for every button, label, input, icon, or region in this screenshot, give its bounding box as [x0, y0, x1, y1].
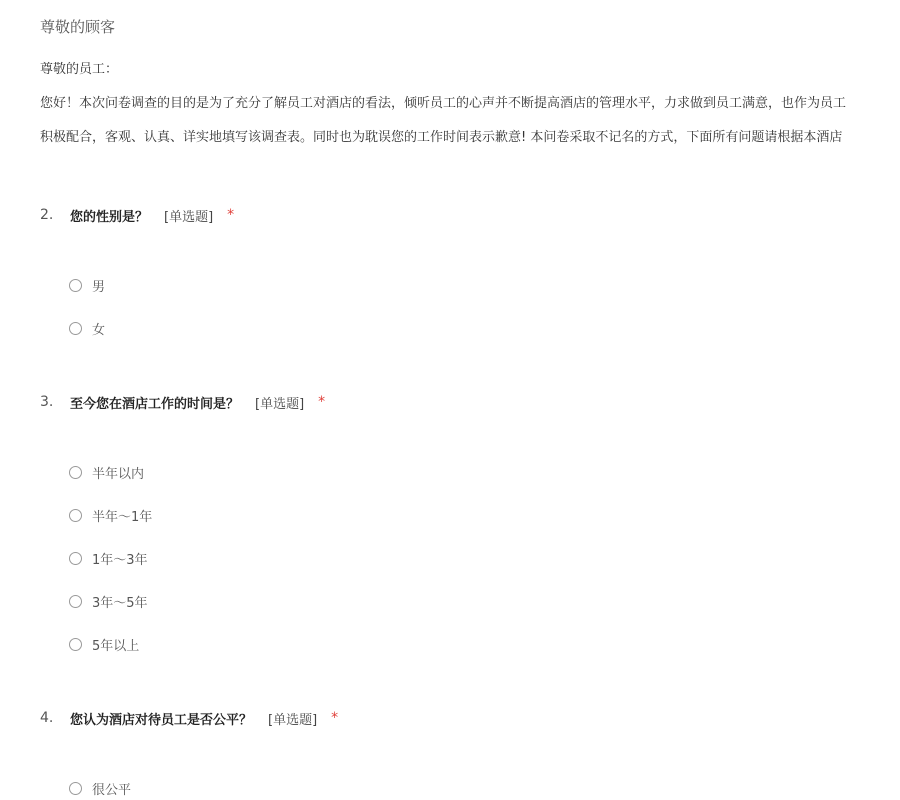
radio-button[interactable] [69, 509, 82, 522]
question-header [40, 205, 234, 225]
question-text: 至今您在酒店工作的时间是？ [70, 396, 240, 412]
question-header [40, 392, 325, 412]
radio-option-one-to-three-years[interactable] [69, 548, 148, 568]
radio-button[interactable] [69, 595, 82, 608]
radio-option-male[interactable] [69, 275, 105, 295]
option-label: 3年～5年 [92, 595, 148, 611]
radio-button[interactable] [69, 279, 82, 292]
question-header [40, 708, 338, 728]
intro-paragraph-line-2: 积极配合，客观、认真、详实地填写该调查表。同时也为耽误您的工作时间表示歉意! 本问卷采取不记名的方式，下面所有问题请根据本酒店 [40, 130, 843, 145]
section-title: 尊敬的顾客 [40, 18, 116, 36]
intro-greeting: 尊敬的员工： [40, 62, 119, 77]
option-label: 1年～3年 [92, 552, 148, 568]
radio-option-very-fair[interactable] [69, 778, 131, 798]
option-label: 男 [92, 279, 106, 295]
required-asterisk: * [331, 710, 339, 726]
question-number: 3. [40, 394, 54, 410]
question-text: 您的性别是？ [70, 209, 149, 225]
radio-option-three-to-five-years[interactable] [69, 591, 148, 611]
radio-option-under-half-year[interactable] [69, 462, 144, 482]
radio-button[interactable] [69, 638, 82, 651]
option-label: 女 [92, 322, 106, 338]
required-asterisk: * [318, 394, 326, 410]
radio-button[interactable] [69, 552, 82, 565]
intro-paragraph-line-1: 您好！本次问卷调查的目的是为了充分了解员工对酒店的看法，倾听员工的心声并不断提高酒店的管理水平，力求做到员工满意，也作为员工 [40, 96, 847, 111]
radio-button[interactable] [69, 322, 82, 335]
radio-option-half-to-one-year[interactable] [69, 505, 152, 525]
option-label: 很公平 [92, 782, 132, 798]
question-text: 您认为酒店对待员工是否公平？ [70, 712, 253, 728]
question-number: 4. [40, 710, 54, 726]
required-asterisk: * [227, 207, 235, 223]
radio-button[interactable] [69, 782, 82, 795]
radio-option-female[interactable] [69, 318, 105, 338]
option-label: 5年以上 [92, 638, 140, 654]
option-label: 半年～1年 [92, 509, 153, 525]
question-type-label: [单选题] [164, 209, 214, 225]
radio-button[interactable] [69, 466, 82, 479]
question-type-label: [单选题] [255, 396, 305, 412]
option-label: 半年以内 [92, 466, 145, 482]
question-number: 2. [40, 207, 54, 223]
radio-option-over-five-years[interactable] [69, 634, 139, 654]
question-type-label: [单选题] [268, 712, 318, 728]
